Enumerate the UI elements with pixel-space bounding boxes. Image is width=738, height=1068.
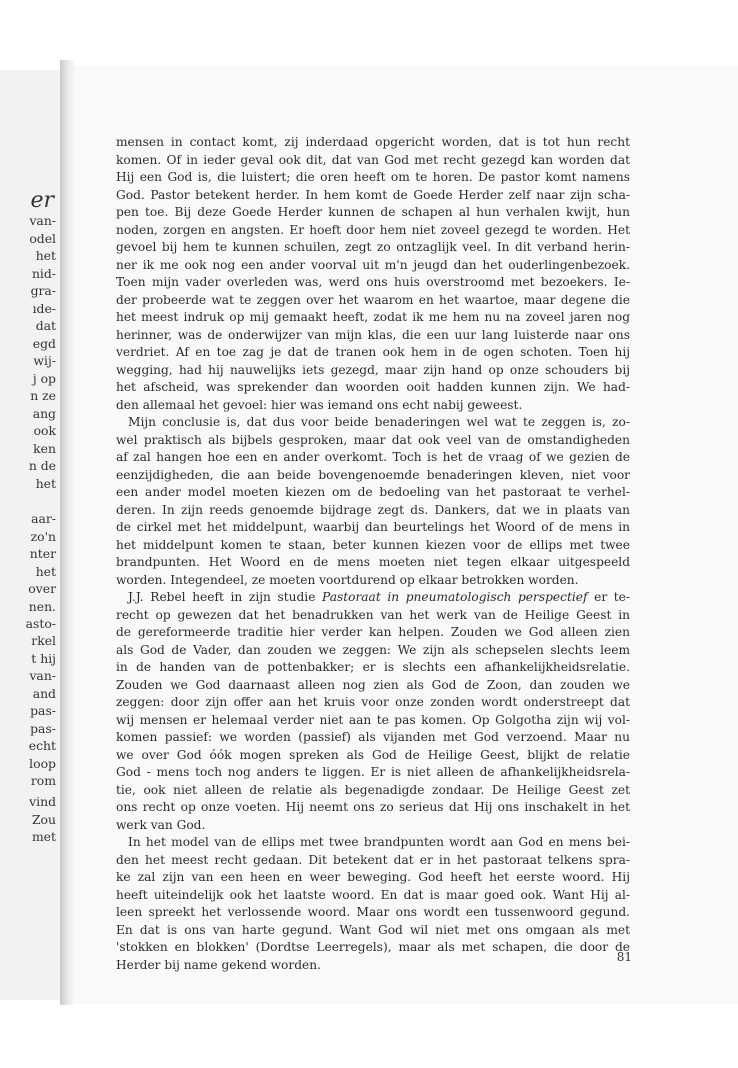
text-line: den allemaal het gevoel: hier was iemand ons echt nabij geweest. [116, 397, 523, 412]
left-page-line-fragment: ken [33, 440, 56, 456]
text-line: de cirkel met het middelpunt, waarbij dan beurtelings het Woord of de mens in [116, 520, 630, 534]
left-page-line-fragment: rkel [31, 633, 56, 648]
left-page-line-fragment: rom [30, 773, 56, 788]
left-page-line-fragment: pas- [30, 703, 56, 718]
text-line: 'stokken en blokken' (Dordtse Leerregels), maar als met schapen, die door de [116, 940, 630, 954]
italic-title: Pastoraat in pneumatologisch perspectief [322, 590, 588, 604]
left-page-line-fragment: pas- [30, 720, 56, 736]
left-page-line-fragment: n ze [30, 388, 56, 403]
left-page-line-fragment: ıde- [32, 300, 56, 316]
text-line: God - mens toch nog anders te liggen. Er is niet alleen de afhankelijkheidsrela- [116, 765, 630, 779]
left-page-line-fragment: ang [32, 405, 56, 421]
paragraph [116, 134, 630, 414]
text-line: mensen in contact komt, zij inderdaad opgericht worden, dat is tot hun recht [116, 135, 630, 149]
text-line: een ander model moeten kiezen om de bedoeling van het pastoraat te verhel- [116, 485, 630, 499]
left-page-line-fragment: het [35, 475, 56, 491]
left-page-line-fragment: zo'n [30, 528, 56, 544]
text-line: wij mensen er helemaal verder niet aan te pas komen. Op Golgotha zijn wij vol- [116, 712, 630, 727]
text-line: God. Pastor betekent herder. In hem komt de Goede Herder zelf naar zijn scha- [116, 187, 630, 202]
text-line: we over God óók mogen spreken als God de Heilige Geest, blijkt de relatie [116, 747, 630, 762]
body-text [116, 134, 630, 974]
left-page-line-fragment: j op [32, 370, 56, 386]
text-line: der probeerde wat te zeggen over het waarom en het waartoe, maar degene die [116, 292, 630, 307]
text-line: het middelpunt komen te staan, beter kunnen kiezen voor de ellips met twee [116, 537, 630, 552]
left-page-line-fragment: het [35, 248, 56, 263]
text-line: eenzijdigheden, die aan beide bovengenoemde benaderingen kleven, niet voor [116, 467, 630, 482]
text-line: de gereformeerde traditie hier verder kan helpen. Zouden we God alleen zien [116, 625, 630, 639]
left-page-line-fragment: aar- [31, 511, 56, 526]
text-line: wel praktisch als bijbels gesproken, maar dat ook veel van de omstandigheden [116, 432, 630, 447]
text-line: Toen mijn vader overleden was, werd ons huis overstroomd met bezoekers. Ie- [116, 275, 630, 289]
text-line: Mijn conclusie is, dat dus voor beide benaderingen wel wat te zeggen is, zo- [128, 415, 630, 429]
text-line: deren. In zijn reeds genoemde bijdrage zegt ds. Dankers, dat we in plaats van [116, 502, 630, 517]
text-line: brandpunten. Het Woord en de mens moeten niet tegen elkaar uitgespeeld [116, 555, 630, 569]
left-page-line-fragment: van- [29, 668, 56, 683]
text-line: leen spreekt het verlossende woord. Maar ons wordt een tussenwoord gegund. [116, 905, 630, 919]
text-line: tie, ook niet alleen de relatie als begenadigde zondaar. De Heilige Geest zet [116, 782, 630, 797]
left-page-line-fragment: van- [29, 213, 56, 228]
text-line: af zal hangen hoe een en ander overkomt. Toch is het de vraag of we gezien de [116, 450, 630, 464]
left-page-line-fragment: over [28, 581, 56, 596]
text-line: verdriet. Af en toe zag je dat de tranen ook hem in de ogen schoten. Toen hij [116, 345, 630, 359]
left-page-line-fragment: dat [35, 318, 56, 333]
book-gutter [60, 60, 74, 1005]
text-line: wegging, had hij nauwelijks iets gezegd, maar zijn hand op onze schouders bij [116, 362, 630, 377]
text-line: Zouden we God daarnaast alleen nog zien als God de Zoon, dan zouden we [116, 677, 630, 692]
page-number: 81 [616, 950, 632, 964]
text-line: recht op gewezen dat het benadrukken van het werk van de Heilige Geest in [116, 607, 630, 622]
text-line: heeft uiteindelijk ook het laatste woord. En dat is maar goed ook. Want Hij al- [116, 887, 630, 902]
left-page-line-fragment: echt [28, 738, 56, 753]
text-line: pen toe. Bij deze Goede Herder kunnen de schapen al hun verhalen kwijt, hun [116, 205, 630, 219]
left-page-line-fragment: nen. [28, 598, 56, 614]
left-page-line-fragment: n de [28, 458, 56, 473]
text-line: noden, zorgen en angsten. Er hoeft door hem niet zoveel gezegd te worden. Het [116, 222, 630, 237]
text-line: komen passief: we worden (passief) als vijanden met God verzoend. Maar nu [116, 730, 630, 744]
text-line: ner ik me ook nog een ander voorval uit m'n jeugd dan het ouderlingenbezoek. [116, 257, 630, 272]
right-page [74, 66, 738, 1004]
text-line: het afscheid, was sprekender dan woorden ooit hadden kunnen zijn. We had- [116, 380, 630, 394]
left-page-line-fragment: ook [33, 423, 56, 438]
left-page-line-fragment: asto- [25, 616, 56, 631]
text-line: komen. Of in ieder geval ook dit, dat van God met recht gezegd kan worden dat [116, 152, 630, 167]
left-page-line-fragment: Zou [31, 811, 56, 827]
text-line: werk van God. [116, 817, 206, 832]
text-line: als God de Vader, dan zouden we zeggen: We zijn als schepselen slechts leem [116, 642, 630, 657]
text-line: J.J. Rebel heeft in zijn studie Pastoraat in pneumatologisch perspectief er te- [128, 590, 631, 604]
left-page-line-fragment: wij- [33, 353, 56, 368]
paragraph [116, 414, 630, 589]
text-line: in de handen van de pottenbakker; er is slechts een afhankelijkheidsrelatie. [116, 660, 630, 674]
left-page-line-fragment: vind [29, 794, 56, 809]
left-page-line-fragment: het [35, 563, 56, 579]
left-page-line-fragment: and [32, 685, 56, 701]
paragraph [116, 834, 630, 974]
left-page-line-fragment: t hij [31, 650, 56, 666]
text-line: ke zal zijn van een heen en weer beweging. God heeft het eerste woord. Hij [116, 870, 630, 884]
left-page-edge [0, 70, 60, 1000]
text-line: gevoel bij hem te kunnen schuilen, zegt zo ontzaglijk veel. In dit verband herin- [116, 240, 630, 254]
left-page-line-fragment: odel [29, 230, 56, 246]
left-page-line-fragment: egd [32, 335, 56, 351]
text-line: worden. Integendeel, ze moeten voortdurend op elkaar betrokken worden. [116, 572, 579, 587]
text-line: Hij een God is, die luistert; die oren heeft om te horen. De pastor komt namens [116, 170, 630, 184]
paragraph [116, 589, 630, 834]
left-page-line-fragment: gra- [30, 283, 56, 298]
text-line: zeggen: door zijn offer aan het kruis voor onze zonden wordt onderstreept dat [116, 695, 630, 709]
left-page-line-fragment: nid- [31, 265, 56, 281]
text-line: den het meest recht gedaan. Dit betekent dat er in het pastoraat telkens spra- [116, 852, 630, 867]
text-line: Herder bij name gekend worden. [116, 957, 321, 972]
text-line: En dat is ons van harte gegund. Want God wil niet met ons omgaan als met [116, 922, 630, 937]
text-line: het meest indruk op mij gemaakt heeft, zodat ik me hem nu na zoveel jaren nog [116, 310, 630, 324]
text-line: herinner, was de onderwijzer van mijn klas, die een uur lang luisterde naar ons [116, 327, 630, 342]
left-page-heading-fragment: er [30, 188, 54, 213]
text-line: In het model van de ellips met twee brandpunten wordt aan God en mens bei- [128, 835, 630, 849]
left-page-line-fragment: nter [29, 546, 56, 561]
left-page-line-fragment: loop [29, 755, 56, 771]
left-page-line-fragment: met [31, 829, 56, 844]
text-line: ons recht op onze voeten. Hij neemt ons zo serieus dat Hij ons inschakelt in het [116, 800, 630, 814]
